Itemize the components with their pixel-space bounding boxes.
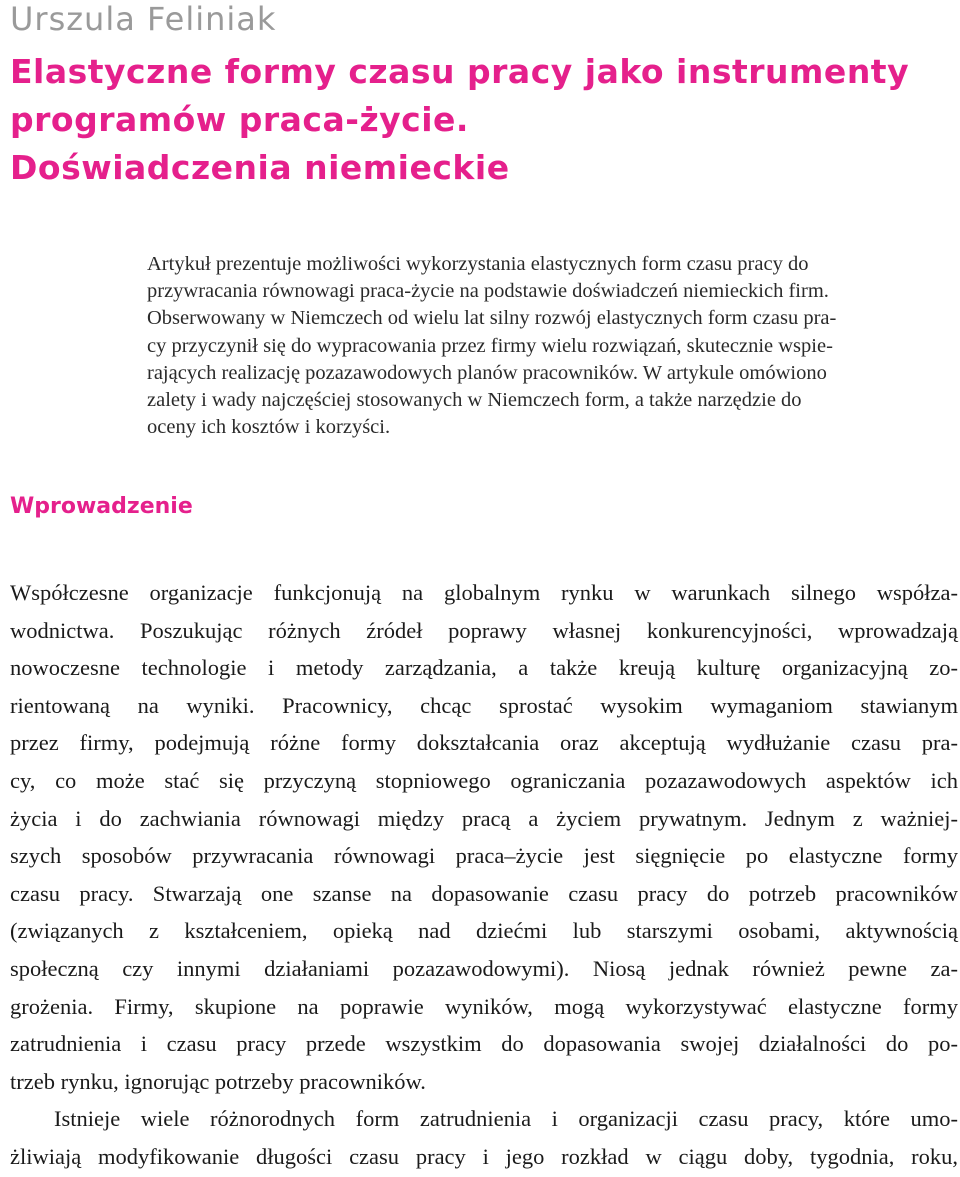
article-title [10,48,950,192]
body-line: wodnictwa. Poszukując różnych źródeł poprawy własnej konkurencyjności, wprowadzają [10,617,958,643]
body-line: społeczną czy innymi działaniami pozazawodowymi). Niosą jednak również pewne za- [10,955,958,981]
abstract-line: oceny ich kosztów i korzyści. [147,416,391,439]
abstract-line: Obserwowany w Niemczech od wielu lat silny rozwój elastycznych form czasu pra- [147,307,837,330]
body-line: nowoczesne technologie i metody zarządzania, a także kreują kulturę organizacyjną zo- [10,655,958,681]
section-heading: Wprowadzenie [10,494,193,519]
body-line: grożenia. Firmy, skupione na poprawie wyników, mogą wykorzystywać elastyczne formy [10,993,958,1019]
abstract-line: cy przyczynił się do wypracowania przez firmy wielu rozwiązań, skutecznie wspie- [147,334,833,357]
body-line: cy, co może stać się przyczyną stopniowego ograniczania pozazawodowych aspektów ich [10,767,958,793]
body-line: przez firmy, podejmują różne formy dokształcania oraz akceptują wydłużanie czasu pra- [10,730,958,756]
body-line: szych sposobów przywracania równowagi praca–życie jest sięgnięcie po elastyczne formy [10,843,958,869]
title-line: programów praca-życie. [10,100,469,139]
body-line: żliwiają modyfikowanie długości czasu pracy i jego rozkład w ciągu doby, tygodnia, roku, [10,1143,958,1169]
body-line: Istnieje wiele różnorodnych form zatrudnienia i organizacji czasu pracy, które umo- [54,1106,958,1132]
author-name: Urszula Feliniak [10,0,277,38]
body-line: czasu pracy. Stwarzają one szanse na dopasowanie czasu pracy do potrzeb pracowników [10,880,958,906]
body-line: (związanych z kształceniem, opieką nad dziećmi lub starszymi osobami, aktywnością [10,918,958,944]
abstract [147,251,947,441]
abstract-line: Artykuł prezentuje możliwości wykorzystania elastycznych form czasu pracy do [147,253,809,275]
title-line: Doświadczenia niemieckie [10,148,510,187]
abstract-line: zalety i wady najczęściej stosowanych w Niemczech form, a także narzędzie do [147,389,802,412]
body-line: rientowaną na wyniki. Pracownicy, chcąc sprostać wysokim wymaganiom stawianym [10,692,958,718]
body-line: trzeb rynku, ignorując potrzeby pracowników. [10,1068,426,1094]
body-line: Współczesne organizacje funkcjonują na globalnym rynku w warunkach silnego współza- [10,580,958,605]
body-line: zatrudnienia i czasu pracy przede wszystkim do dopasowania swojej działalności do po- [10,1031,958,1057]
body-text [10,574,958,1176]
body-line: życia i do zachwiania równowagi między pracą a życiem prywatnym. Jednym z ważniej- [10,805,958,831]
abstract-line: przywracania równowagi praca-życie na podstawie doświadczeń niemieckich firm. [147,280,829,303]
title-line: Elastyczne formy czasu pracy jako instrumenty [10,52,910,91]
abstract-line: rających realizację pozazawodowych planów pracowników. W artykule omówiono [147,361,827,384]
